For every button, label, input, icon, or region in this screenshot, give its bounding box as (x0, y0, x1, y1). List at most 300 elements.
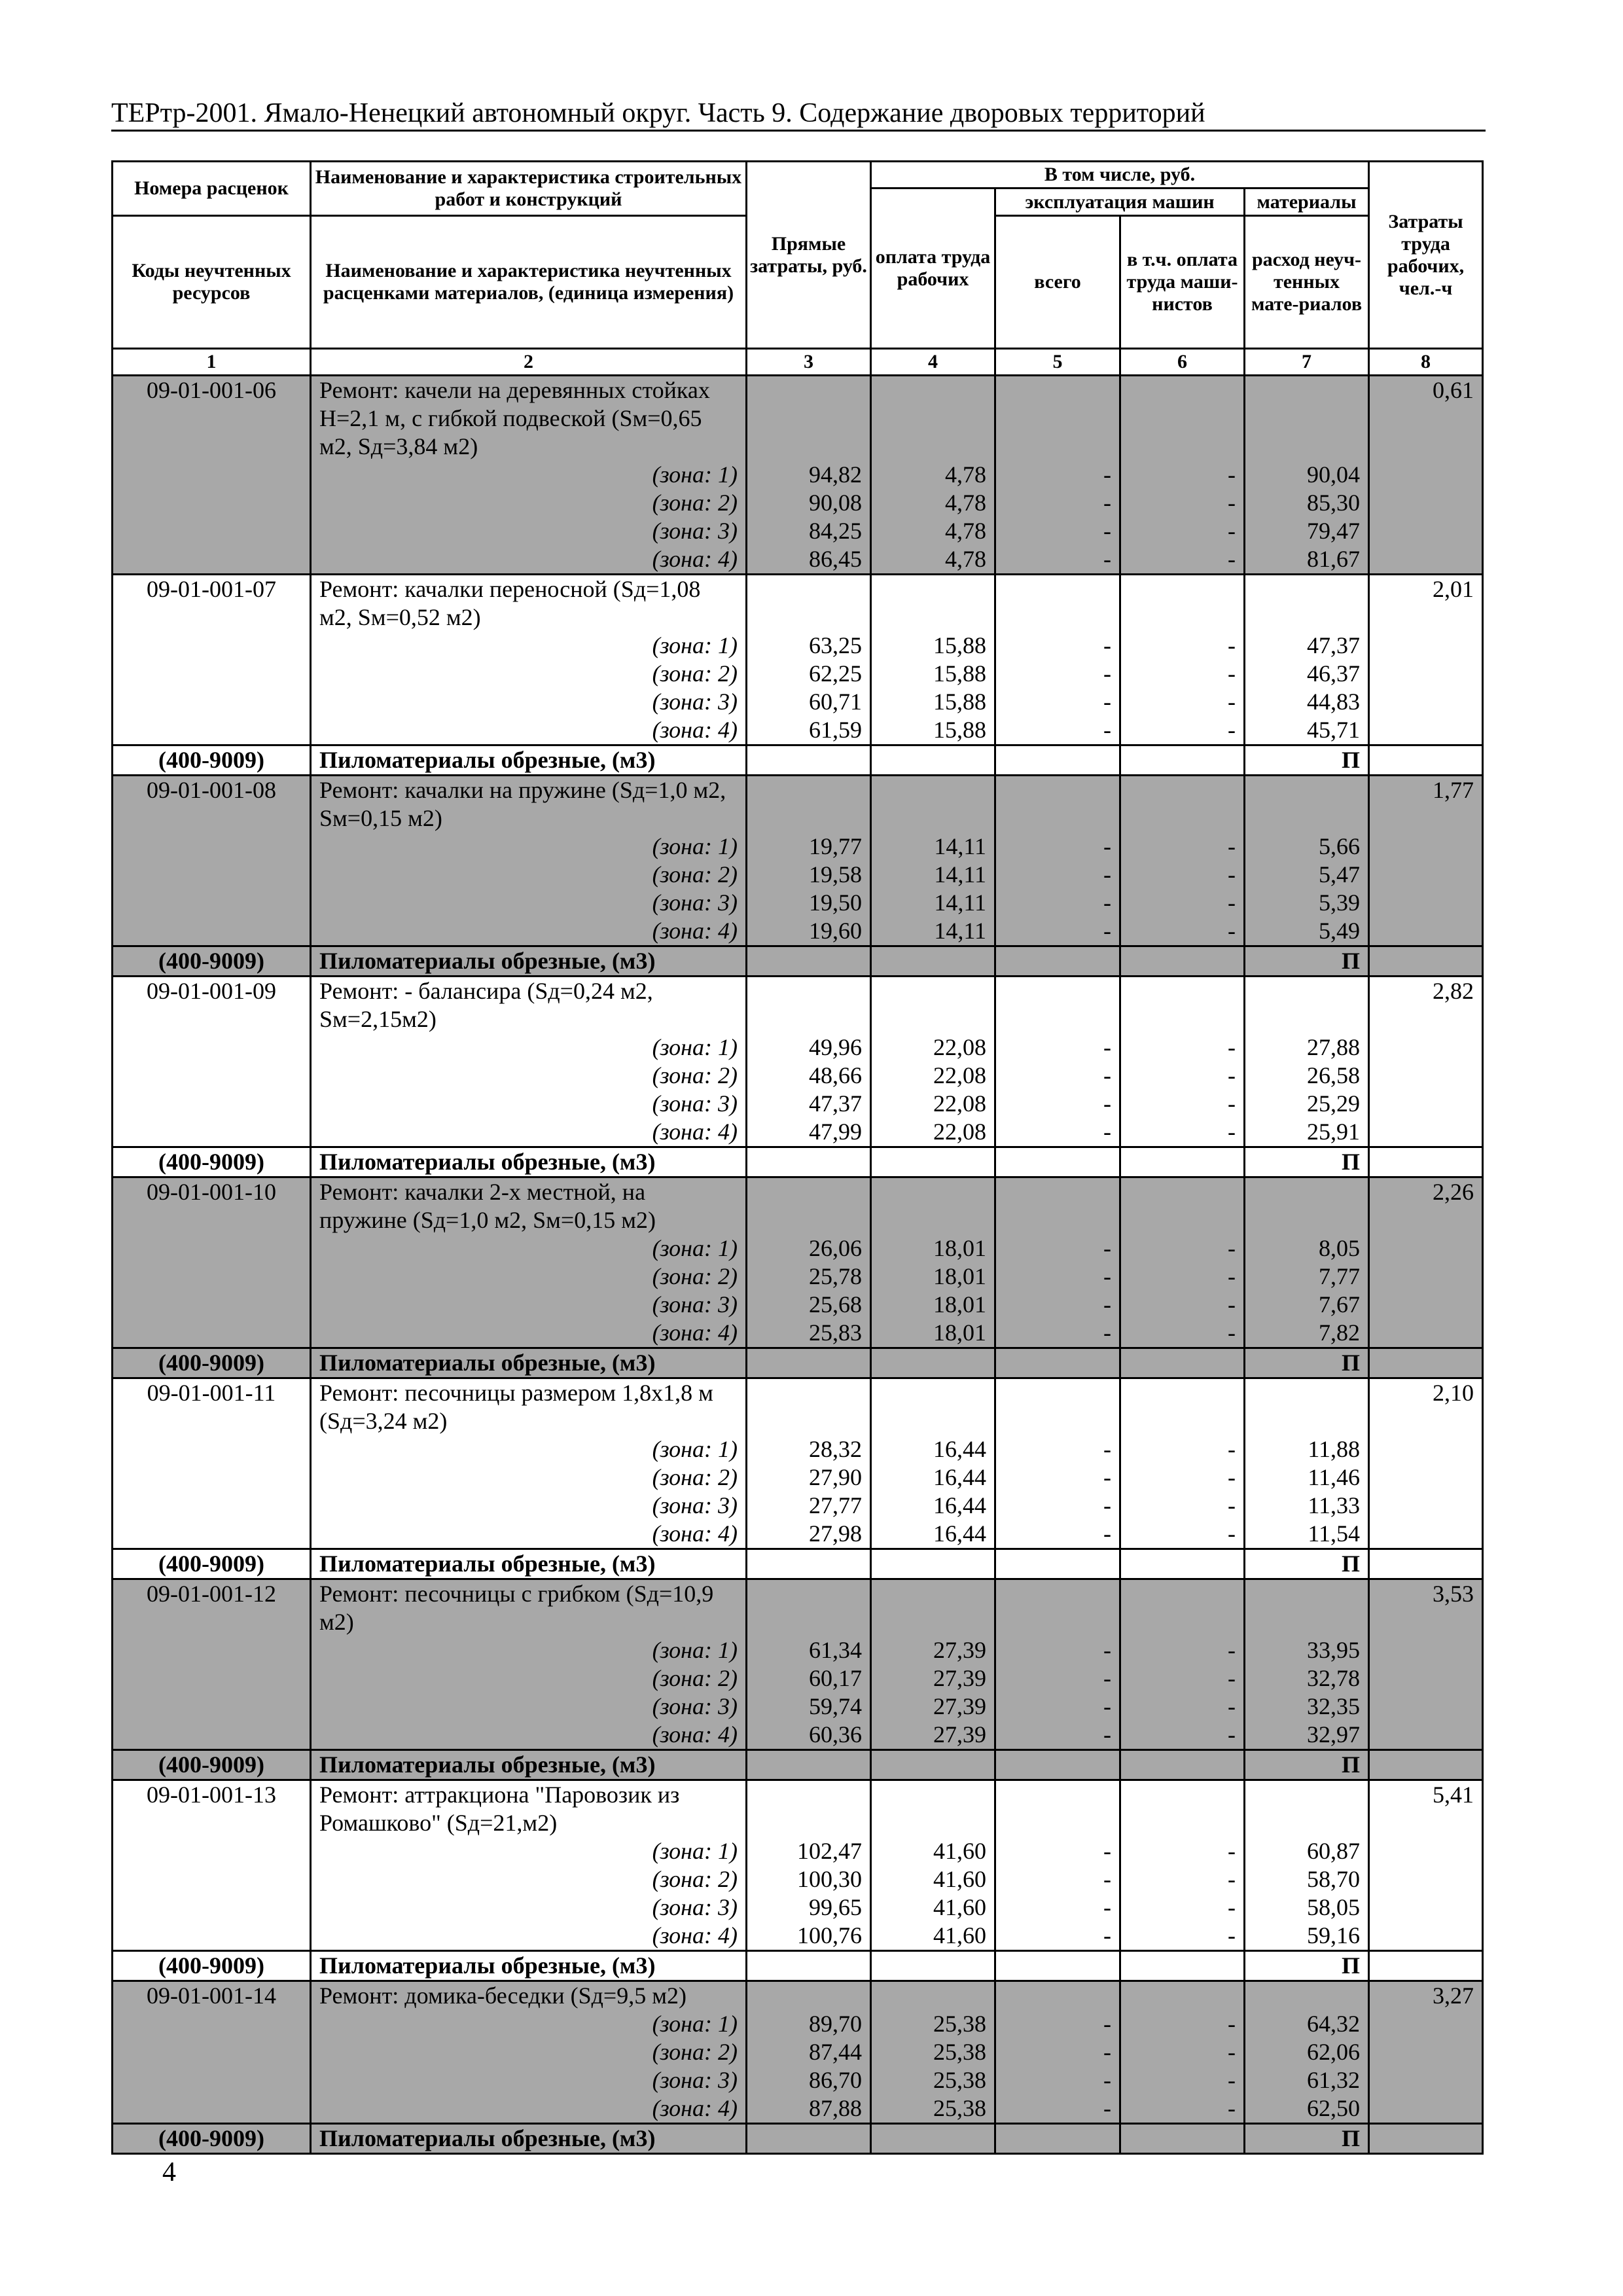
value-materials: 7,77 (1319, 1263, 1361, 1289)
column-wages-cell (871, 1579, 995, 1750)
zone-label: (зона: 3) (652, 889, 738, 916)
description-spacer (1253, 1580, 1360, 1636)
value-wages: 15,88 (933, 660, 986, 687)
rate-entry-row (113, 1579, 1483, 1750)
header-work-name: Наименование и характеристика строительных работ и конструкций (311, 162, 747, 216)
header-including: В том числе, руб. (871, 162, 1369, 188)
resource-code: (400-9009) (113, 745, 311, 776)
value-machines: - (1103, 2095, 1111, 2121)
empty-cell (871, 1750, 995, 1780)
rate-code: 09-01-001-14 (113, 1981, 311, 2124)
zone-label: (зона: 3) (652, 1492, 738, 1518)
value-wages: 14,11 (934, 833, 986, 859)
resource-mark: П (1245, 1750, 1369, 1780)
column-materials-cell (1245, 575, 1369, 745)
value-operators: - (1228, 2067, 1236, 2093)
work-description: Ремонт: качалки переносной (Sд=1,08 м2, Sм=0,52 м2) (319, 576, 701, 630)
value-machines: - (1103, 1492, 1111, 1518)
header-material-name: Наименование и характеристика неучтенных расценками материалов, (единица измерения) (311, 216, 747, 349)
empty-cell (1120, 2124, 1245, 2154)
value-machines: - (1103, 1319, 1111, 1346)
value-wages: 16,44 (933, 1492, 986, 1518)
value-direct: 47,37 (809, 1090, 862, 1117)
description-spacer (1129, 1379, 1236, 1435)
zone-label: (зона: 3) (652, 1090, 738, 1117)
column-wages-cell (871, 575, 995, 745)
value-machines: - (1103, 1894, 1111, 1920)
value-direct: 28,32 (809, 1436, 862, 1462)
work-description: Ремонт: качалки на пружине (Sд=1,0 м2, Sм=0,15 м2) (319, 777, 726, 831)
value-machines: - (1103, 889, 1111, 916)
value-wages: 25,38 (933, 2011, 986, 2037)
resource-mark: П (1245, 1348, 1369, 1378)
empty-cell (995, 1147, 1120, 1177)
value-wages: 41,60 (933, 1838, 986, 1864)
rate-code: 09-01-001-13 (113, 1780, 311, 1951)
column-numbers-row (113, 349, 1483, 376)
value-materials: 44,83 (1307, 689, 1361, 715)
value-direct: 61,34 (809, 1637, 862, 1663)
value-materials: 5,49 (1319, 918, 1361, 944)
resource-name: Пиломатериалы обрезные, (м3) (311, 745, 747, 776)
zone-label: (зона: 4) (652, 1119, 738, 1145)
value-materials: 7,67 (1319, 1291, 1361, 1318)
value-wages: 18,01 (933, 1291, 986, 1318)
rate-entry-row (113, 1780, 1483, 1951)
value-operators: - (1228, 1492, 1236, 1518)
header-worker-wages: оплата труда рабочих (871, 188, 995, 349)
empty-cell (871, 946, 995, 977)
column-direct-cell (747, 1177, 871, 1348)
value-wages: 14,11 (934, 889, 986, 916)
value-wages: 18,01 (933, 1235, 986, 1261)
column-operators-cell (1120, 1780, 1245, 1951)
description-spacer (1129, 1178, 1236, 1234)
description-spacer (1253, 1982, 1360, 2010)
empty-cell (747, 745, 871, 776)
rate-code: 09-01-001-07 (113, 575, 311, 745)
empty-cell (1369, 745, 1483, 776)
empty-cell (1120, 946, 1245, 977)
value-materials: 33,95 (1307, 1637, 1361, 1663)
value-machines: - (1103, 1866, 1111, 1892)
value-wages: 14,11 (934, 918, 986, 944)
value-direct: 27,77 (809, 1492, 862, 1518)
value-direct: 60,36 (809, 1721, 862, 1748)
value-machines: - (1103, 2067, 1111, 2093)
resource-mark: П (1245, 1147, 1369, 1177)
value-operators: - (1228, 833, 1236, 859)
header-divider (111, 130, 1486, 132)
resource-mark: П (1245, 745, 1369, 776)
resource-name: Пиломатериалы обрезные, (м3) (311, 1951, 747, 1981)
value-wages: 14,11 (934, 861, 986, 888)
value-materials: 90,04 (1307, 461, 1361, 488)
empty-cell (747, 1750, 871, 1780)
value-machines: - (1103, 1665, 1111, 1691)
value-wages: 25,38 (933, 2095, 986, 2121)
value-operators: - (1228, 1637, 1236, 1663)
value-operators: - (1228, 689, 1236, 715)
column-operators-cell (1120, 1579, 1245, 1750)
zone-label: (зона: 2) (652, 1866, 738, 1892)
value-materials: 5,47 (1319, 861, 1361, 888)
value-operators: - (1228, 490, 1236, 516)
value-wages: 4,78 (945, 518, 986, 544)
header-unaccounted-materials: расход неуч-тенных мате-риалов (1245, 216, 1369, 349)
zone-label: (зона: 2) (652, 2039, 738, 2065)
value-machines: - (1103, 2011, 1111, 2037)
value-operators: - (1228, 1520, 1236, 1547)
value-operators: - (1228, 918, 1236, 944)
work-description-cell (311, 376, 747, 575)
empty-cell (1369, 2124, 1483, 2154)
value-wages: 41,60 (933, 1922, 986, 1948)
empty-cell (747, 1147, 871, 1177)
description-spacer (1253, 1178, 1360, 1234)
value-machines: - (1103, 546, 1111, 572)
description-spacer (1253, 1379, 1360, 1435)
description-spacer (1253, 376, 1360, 461)
value-operators: - (1228, 889, 1236, 916)
description-spacer (880, 977, 986, 1033)
value-materials: 25,29 (1307, 1090, 1361, 1117)
value-materials: 5,39 (1319, 889, 1361, 916)
work-description-cell (311, 1780, 747, 1951)
resource-name: Пиломатериалы обрезные, (м3) (311, 1348, 747, 1378)
description-spacer (880, 776, 986, 833)
table-body (113, 376, 1483, 2154)
work-description-cell (311, 1177, 747, 1348)
resource-name: Пиломатериалы обрезные, (м3) (311, 1549, 747, 1579)
description-spacer (1253, 776, 1360, 833)
description-spacer (1129, 1982, 1236, 2010)
resource-row (113, 745, 1483, 776)
column-materials-cell (1245, 1177, 1369, 1348)
value-operators: - (1228, 1119, 1236, 1145)
empty-cell (1369, 1750, 1483, 1780)
value-materials: 85,30 (1307, 490, 1361, 516)
description-spacer (1004, 376, 1111, 461)
value-operators: - (1228, 1894, 1236, 1920)
column-wages-cell (871, 1780, 995, 1951)
column-wages-cell (871, 1177, 995, 1348)
empty-cell (1369, 1549, 1483, 1579)
value-wages: 18,01 (933, 1319, 986, 1346)
resource-name: Пиломатериалы обрезные, (м3) (311, 946, 747, 977)
value-operators: - (1228, 1838, 1236, 1864)
header-resource-codes: Коды неучтенных ресурсов (113, 216, 311, 349)
table-header (113, 162, 1483, 376)
column-materials-cell (1245, 1780, 1369, 1951)
value-machines: - (1103, 461, 1111, 488)
value-direct: 87,88 (809, 2095, 862, 2121)
empty-cell (871, 2124, 995, 2154)
page-header-title: ТЕРтр-2001. Ямало-Ненецкий автономный округ. Часть 9. Содержание дворовых территорий (111, 98, 1205, 128)
value-materials: 46,37 (1307, 660, 1361, 687)
value-operators: - (1228, 861, 1236, 888)
rate-code: 09-01-001-08 (113, 776, 311, 946)
value-machines: - (1103, 1090, 1111, 1117)
work-description-cell (311, 575, 747, 745)
description-spacer (1004, 977, 1111, 1033)
rate-entry-row (113, 376, 1483, 575)
value-materials: 25,91 (1307, 1119, 1361, 1145)
value-direct: 63,25 (809, 632, 862, 658)
value-machines: - (1103, 1520, 1111, 1547)
column-number: 7 (1245, 349, 1369, 376)
zone-label: (зона: 2) (652, 1464, 738, 1490)
value-machines: - (1103, 1838, 1111, 1864)
resource-code: (400-9009) (113, 1750, 311, 1780)
header-direct-costs: Прямые затраты, руб. (747, 162, 871, 349)
column-direct-cell (747, 977, 871, 1147)
zone-label: (зона: 1) (652, 1838, 738, 1864)
value-wages: 27,39 (933, 1637, 986, 1663)
work-description: Ремонт: песочницы с грибком (Sд=10,9 м2) (319, 1581, 714, 1635)
value-operators: - (1228, 1090, 1236, 1117)
description-spacer (1129, 1580, 1236, 1636)
description-spacer (755, 1781, 862, 1837)
value-direct: 25,78 (809, 1263, 862, 1289)
header-machine-operation: эксплуатация машин (995, 188, 1245, 216)
value-wages: 4,78 (945, 490, 986, 516)
value-operators: - (1228, 2039, 1236, 2065)
value-machines: - (1103, 1693, 1111, 1719)
value-direct: 19,50 (809, 889, 862, 916)
work-description-cell (311, 1378, 747, 1549)
labor-costs: 2,82 (1369, 977, 1483, 1147)
value-materials: 61,32 (1307, 2067, 1361, 2093)
rate-code: 09-01-001-10 (113, 1177, 311, 1348)
column-machines-cell (995, 1579, 1120, 1750)
resource-name: Пиломатериалы обрезные, (м3) (311, 2124, 747, 2154)
column-operators-cell (1120, 376, 1245, 575)
empty-cell (1120, 1951, 1245, 1981)
header-machines-total: всего (995, 216, 1120, 349)
header-operator-wages: в т.ч. оплата труда маши-нистов (1120, 216, 1245, 349)
empty-cell (1369, 1951, 1483, 1981)
description-spacer (1253, 575, 1360, 632)
resource-row (113, 2124, 1483, 2154)
column-direct-cell (747, 1981, 871, 2124)
value-operators: - (1228, 717, 1236, 743)
empty-cell (747, 1951, 871, 1981)
description-spacer (1129, 575, 1236, 632)
column-operators-cell (1120, 1378, 1245, 1549)
value-operators: - (1228, 1319, 1236, 1346)
description-spacer (755, 977, 862, 1033)
work-description: Ремонт: домика-беседки (Sд=9,5 м2) (319, 1982, 687, 2009)
empty-cell (747, 946, 871, 977)
value-machines: - (1103, 490, 1111, 516)
resource-name: Пиломатериалы обрезные, (м3) (311, 1147, 747, 1177)
description-spacer (880, 1982, 986, 2010)
value-machines: - (1103, 1637, 1111, 1663)
value-materials: 7,82 (1319, 1319, 1361, 1346)
value-direct: 100,30 (797, 1866, 862, 1892)
description-spacer (1253, 1781, 1360, 1837)
column-direct-cell (747, 1579, 871, 1750)
value-direct: 94,82 (809, 461, 862, 488)
value-direct: 89,70 (809, 2011, 862, 2037)
rate-entry-row (113, 1981, 1483, 2124)
column-number: 4 (871, 349, 995, 376)
column-operators-cell (1120, 1177, 1245, 1348)
value-operators: - (1228, 1922, 1236, 1948)
description-spacer (755, 1379, 862, 1435)
resource-code: (400-9009) (113, 946, 311, 977)
empty-cell (995, 1750, 1120, 1780)
value-operators: - (1228, 1464, 1236, 1490)
value-direct: 48,66 (809, 1062, 862, 1088)
value-materials: 58,05 (1307, 1894, 1361, 1920)
column-number: 3 (747, 349, 871, 376)
value-wages: 41,60 (933, 1894, 986, 1920)
column-direct-cell (747, 376, 871, 575)
column-number: 8 (1369, 349, 1483, 376)
empty-cell (747, 1549, 871, 1579)
zone-label: (зона: 1) (652, 2011, 738, 2037)
value-materials: 32,78 (1307, 1665, 1361, 1691)
zone-label: (зона: 4) (652, 2095, 738, 2121)
empty-cell (1369, 946, 1483, 977)
column-number: 5 (995, 349, 1120, 376)
value-wages: 41,60 (933, 1866, 986, 1892)
empty-cell (1120, 1348, 1245, 1378)
value-operators: - (1228, 518, 1236, 544)
column-direct-cell (747, 1780, 871, 1951)
empty-cell (995, 1951, 1120, 1981)
description-spacer (1004, 1982, 1111, 2010)
value-operators: - (1228, 1866, 1236, 1892)
column-wages-cell (871, 776, 995, 946)
zone-label: (зона: 2) (652, 1263, 738, 1289)
zone-label: (зона: 1) (652, 461, 738, 488)
value-operators: - (1228, 1436, 1236, 1462)
zone-label: (зона: 4) (652, 1520, 738, 1547)
value-machines: - (1103, 1263, 1111, 1289)
value-wages: 22,08 (933, 1062, 986, 1088)
column-machines-cell (995, 1378, 1120, 1549)
empty-cell (1120, 745, 1245, 776)
rate-entry-row (113, 776, 1483, 946)
value-wages: 22,08 (933, 1034, 986, 1060)
description-spacer (1004, 1379, 1111, 1435)
column-machines-cell (995, 1981, 1120, 2124)
empty-cell (871, 745, 995, 776)
column-number: 2 (311, 349, 747, 376)
empty-cell (871, 1147, 995, 1177)
empty-cell (995, 2124, 1120, 2154)
labor-costs: 2,26 (1369, 1177, 1483, 1348)
value-direct: 27,98 (809, 1520, 862, 1547)
value-direct: 47,99 (809, 1119, 862, 1145)
column-materials-cell (1245, 376, 1369, 575)
value-wages: 27,39 (933, 1665, 986, 1691)
zone-label: (зона: 4) (652, 717, 738, 743)
value-wages: 16,44 (933, 1520, 986, 1547)
labor-costs: 5,41 (1369, 1780, 1483, 1951)
empty-cell (995, 1549, 1120, 1579)
value-direct: 19,77 (809, 833, 862, 859)
resource-row (113, 946, 1483, 977)
description-spacer (755, 376, 862, 461)
work-description-cell (311, 1981, 747, 2124)
value-direct: 25,83 (809, 1319, 862, 1346)
value-operators: - (1228, 2095, 1236, 2121)
empty-cell (995, 745, 1120, 776)
description-spacer (755, 1580, 862, 1636)
value-direct: 19,58 (809, 861, 862, 888)
zone-label: (зона: 3) (652, 689, 738, 715)
column-materials-cell (1245, 1579, 1369, 1750)
empty-cell (871, 1348, 995, 1378)
column-machines-cell (995, 776, 1120, 946)
value-direct: 86,45 (809, 546, 862, 572)
column-direct-cell (747, 776, 871, 946)
zone-label: (зона: 2) (652, 490, 738, 516)
value-wages: 16,44 (933, 1464, 986, 1490)
work-description: Ремонт: качалки 2-х местной, на пружине (Sд=1,0 м2, Sм=0,15 м2) (319, 1179, 656, 1233)
value-wages: 4,78 (945, 461, 986, 488)
work-description-cell (311, 1579, 747, 1750)
value-direct: 27,90 (809, 1464, 862, 1490)
zone-label: (зона: 2) (652, 1062, 738, 1088)
column-operators-cell (1120, 575, 1245, 745)
rate-code: 09-01-001-11 (113, 1378, 311, 1549)
description-spacer (1004, 1178, 1111, 1234)
value-direct: 90,08 (809, 490, 862, 516)
empty-cell (871, 1951, 995, 1981)
column-materials-cell (1245, 1378, 1369, 1549)
work-description: Ремонт: песочницы размером 1,8х1,8 м (Sд=3,24 м2) (319, 1380, 713, 1434)
zone-label: (зона: 3) (652, 1894, 738, 1920)
value-operators: - (1228, 1291, 1236, 1318)
description-spacer (755, 776, 862, 833)
description-spacer (755, 1982, 862, 2010)
zone-label: (зона: 4) (652, 1721, 738, 1748)
labor-costs: 3,53 (1369, 1579, 1483, 1750)
resource-row (113, 1348, 1483, 1378)
value-materials: 11,33 (1308, 1492, 1361, 1518)
value-operators: - (1228, 660, 1236, 687)
value-operators: - (1228, 1721, 1236, 1748)
zone-label: (зона: 2) (652, 1665, 738, 1691)
value-direct: 99,65 (809, 1894, 862, 1920)
value-direct: 102,47 (797, 1838, 862, 1864)
column-wages-cell (871, 376, 995, 575)
resource-mark: П (1245, 1951, 1369, 1981)
empty-cell (1369, 1348, 1483, 1378)
zone-label: (зона: 4) (652, 1922, 738, 1948)
value-direct: 86,70 (809, 2067, 862, 2093)
value-materials: 64,32 (1307, 2011, 1361, 2037)
value-wages: 15,88 (933, 632, 986, 658)
description-spacer (755, 575, 862, 632)
zone-label: (зона: 1) (652, 1235, 738, 1261)
value-materials: 45,71 (1307, 717, 1361, 743)
value-materials: 11,46 (1308, 1464, 1361, 1490)
value-operators: - (1228, 1693, 1236, 1719)
value-machines: - (1103, 861, 1111, 888)
value-materials: 27,88 (1307, 1034, 1361, 1060)
value-materials: 26,58 (1307, 1062, 1361, 1088)
rate-code: 09-01-001-12 (113, 1579, 311, 1750)
description-spacer (1004, 575, 1111, 632)
value-machines: - (1103, 1721, 1111, 1748)
value-wages: 16,44 (933, 1436, 986, 1462)
